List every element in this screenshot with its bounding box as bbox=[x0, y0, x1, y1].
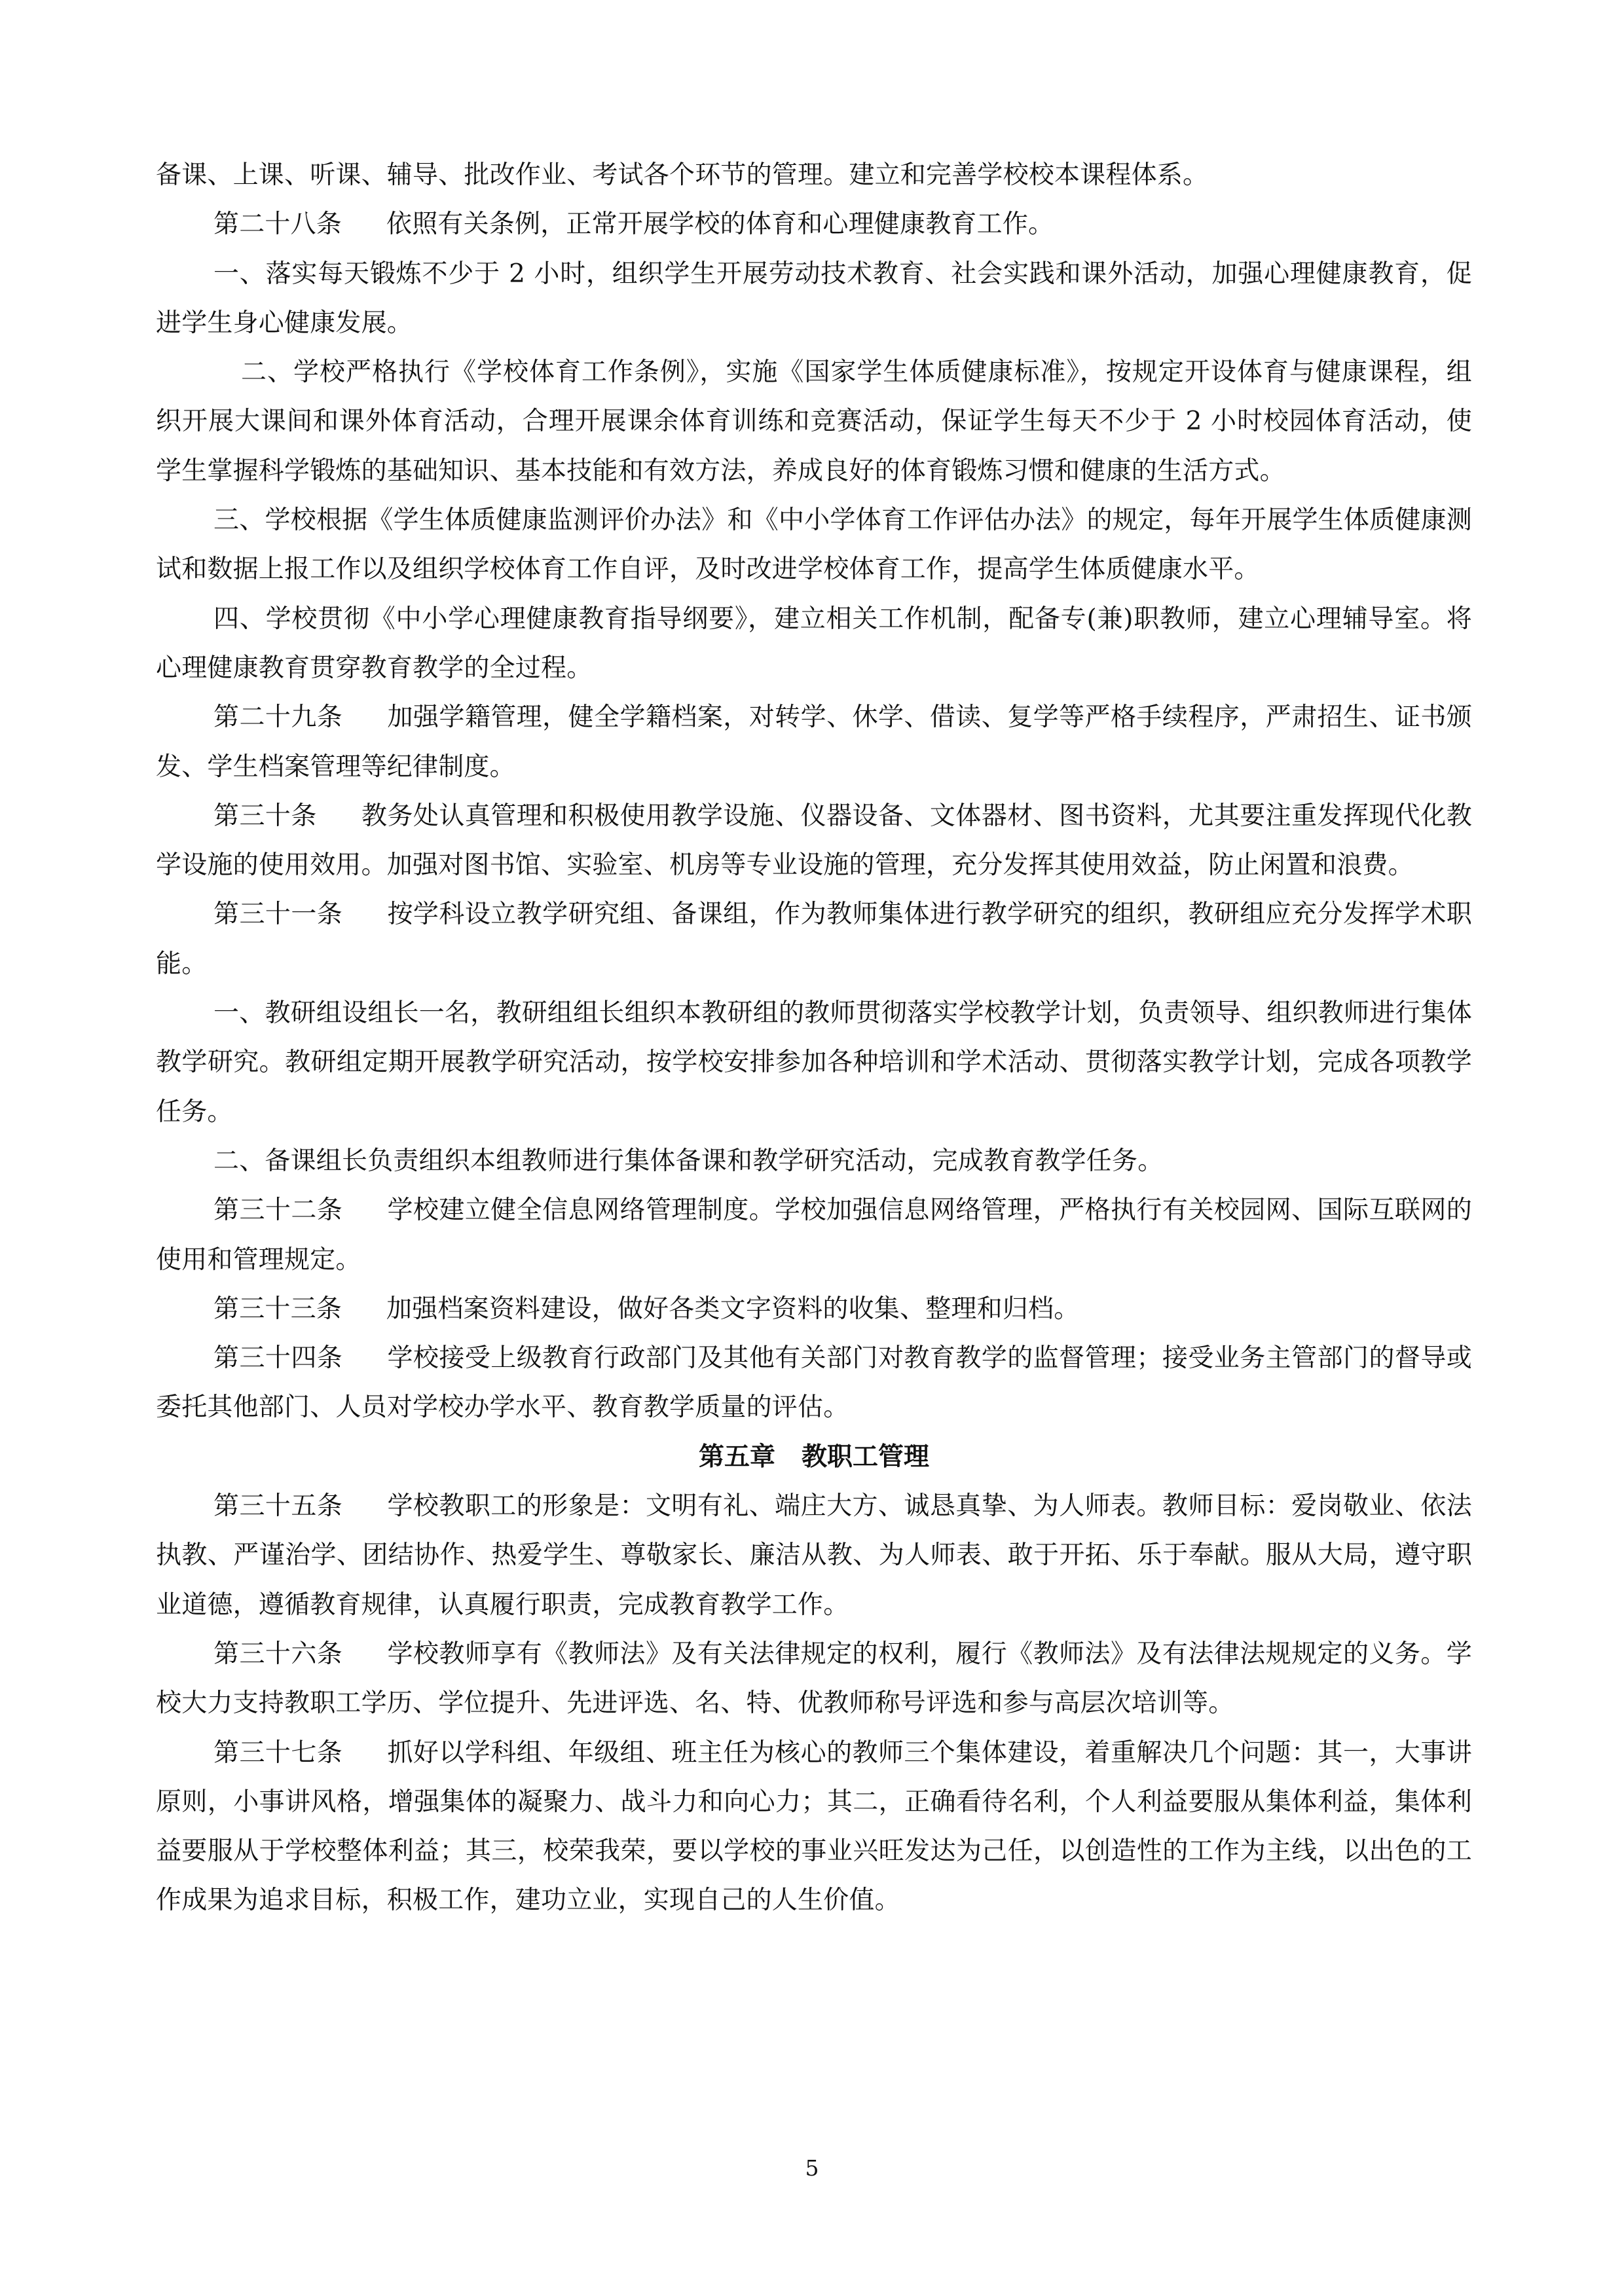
clause-text: 一、教研组设组长一名，教研组组长组织本教研组的教师贯彻落实学校教学计划，负责领导、组织教师进行集体教学研究。教研组定期开展教学研究活动，按学校安排参加各种培训和学术活动、贯彻落实教学计划，完成各项教学任务。 bbox=[156, 998, 1472, 1127]
article-text: 学校建立健全信息网络管理制度。学校加强信息网络管理，严格执行有关校园网、国际互联网的使用和管理规定。 bbox=[156, 1195, 1472, 1275]
article-number: 第三十四条 bbox=[213, 1343, 343, 1374]
article-number: 第三十二条 bbox=[213, 1195, 343, 1226]
article-number: 第三十三条 bbox=[213, 1294, 342, 1324]
article-33 bbox=[156, 1285, 1472, 1334]
clause-text: 二、备课组长负责组织本组教师进行集体备课和教学研究活动，完成教育教学任务。 bbox=[213, 1146, 1164, 1176]
clause-31-1 bbox=[156, 989, 1472, 1137]
article-31 bbox=[156, 890, 1472, 989]
article-28 bbox=[156, 200, 1472, 249]
article-30 bbox=[156, 792, 1472, 890]
paragraph-text: 备课、上课、听课、辅导、批改作业、考试各个环节的管理。建立和完善学校校本课程体系。 bbox=[156, 160, 1209, 190]
article-number: 第二十九条 bbox=[213, 702, 343, 733]
article-37 bbox=[156, 1728, 1472, 1925]
article-32 bbox=[156, 1186, 1472, 1285]
chapter-number: 第五章 bbox=[698, 1442, 775, 1472]
clause-text: 一、落实每天锻炼不少于 2 小时，组织学生开展劳动技术教育、社会实践和课外活动，加强心理健康教育，促进学生身心健康发展。 bbox=[156, 259, 1472, 338]
clause-28-1 bbox=[156, 249, 1472, 348]
clause-28-2 bbox=[156, 348, 1472, 496]
article-text: 加强学籍管理，健全学籍档案，对转学、休学、借读、复学等严格手续程序，严肃招生、证书颁发、学生档案管理等纪律制度。 bbox=[156, 702, 1472, 782]
paragraph-continuation bbox=[156, 151, 1472, 200]
article-number: 第三十七条 bbox=[213, 1738, 343, 1768]
clause-31-2 bbox=[156, 1137, 1472, 1186]
article-number: 第三十六条 bbox=[213, 1639, 343, 1669]
page-number: 5 bbox=[805, 2155, 819, 2181]
article-number: 第三十五条 bbox=[213, 1491, 343, 1522]
article-text: 教务处认真管理和积极使用教学设施、仪器设备、文体器材、图书资料，尤其要注重发挥现代化教学设施的使用效用。加强对图书馆、实验室、机房等专业设施的管理，充分发挥其使用效益，防止闲置和浪费。 bbox=[156, 801, 1472, 881]
clause-text: 三、学校根据《学生体质健康监测评价办法》和《中小学体育工作评估办法》的规定，每年开展学生体质健康测试和数据上报工作以及组织学校体育工作自评，及时改进学校体育工作，提高学生体质健康水平。 bbox=[156, 505, 1472, 585]
article-text: 抓好以学科组、年级组、班主任为核心的教师三个集体建设，着重解决几个问题：其一，大事讲原则，小事讲风格，增强集体的凝聚力、战斗力和向心力；其二，正确看待名利，个人利益要服从集体利益，集体利益要服从于学校整体利益；其三，校荣我荣，要以学校的事业兴旺发达为己任，以创造性的工作为主线，以出色的工作成果为追求目标，积极工作，建功立业，实现自己的人生价值。 bbox=[156, 1738, 1472, 1916]
clause-text: 二、学校严格执行《学校体育工作条例》，实施《国家学生体质健康标准》，按规定开设体育与健康课程，组织开展大课间和课外体育活动，合理开展课余体育训练和竞赛活动，保证学生每天不少于 2 小时校园体育活动，使学生掌握科学锻炼的基础知识、基本技能和有效方法，养成良好的体育锻炼习惯和健康的生活方式。 bbox=[156, 357, 1472, 486]
article-text: 学校接受上级教育行政部门及其他有关部门对教育教学的监督管理；接受业务主管部门的督导或委托其他部门、人员对学校办学水平、教育教学质量的评估。 bbox=[156, 1343, 1472, 1423]
clause-28-3 bbox=[156, 496, 1472, 594]
clause-28-4 bbox=[156, 594, 1472, 693]
article-number: 第三十条 bbox=[213, 801, 317, 831]
article-text: 学校教职工的形象是：文明有礼、端庄大方、诚恳真挚、为人师表。教师目标：爱岗敬业、依法执教、严谨治学、团结协作、热爱学生、尊敬家长、廉洁从教、为人师表、敢于开拓、乐于奉献。服从大局，遵守职业道德，遵循教育规律，认真履行职责，完成教育教学工作。 bbox=[156, 1491, 1472, 1620]
article-34 bbox=[156, 1334, 1472, 1432]
article-number: 第二十八条 bbox=[213, 210, 342, 240]
article-text: 加强档案资料建设，做好各类文字资料的收集、整理和归档。 bbox=[386, 1294, 1080, 1324]
document-body bbox=[156, 151, 1472, 1925]
chapter-heading bbox=[156, 1432, 1472, 1482]
article-29 bbox=[156, 693, 1472, 792]
article-text: 按学科设立教学研究组、备课组，作为教师集体进行教学研究的组织，教研组应充分发挥学术职能。 bbox=[156, 900, 1472, 979]
article-text: 依照有关条例，正常开展学校的体育和心理健康教育工作。 bbox=[386, 210, 1054, 240]
article-36 bbox=[156, 1630, 1472, 1728]
article-number: 第三十一条 bbox=[213, 900, 343, 930]
article-text: 学校教师享有《教师法》及有关法律规定的权利，履行《教师法》及有法律法规规定的义务。学校大力支持教职工学历、学位提升、先进评选、名、特、优教师称号评选和参与高层次培训等。 bbox=[156, 1639, 1472, 1719]
clause-text: 四、学校贯彻《中小学心理健康教育指导纲要》，建立相关工作机制，配备专(兼)职教师，建立心理辅导室。将心理健康教育贯穿教育教学的全过程。 bbox=[156, 604, 1472, 683]
chapter-title: 教职工管理 bbox=[802, 1442, 930, 1472]
article-35 bbox=[156, 1482, 1472, 1630]
